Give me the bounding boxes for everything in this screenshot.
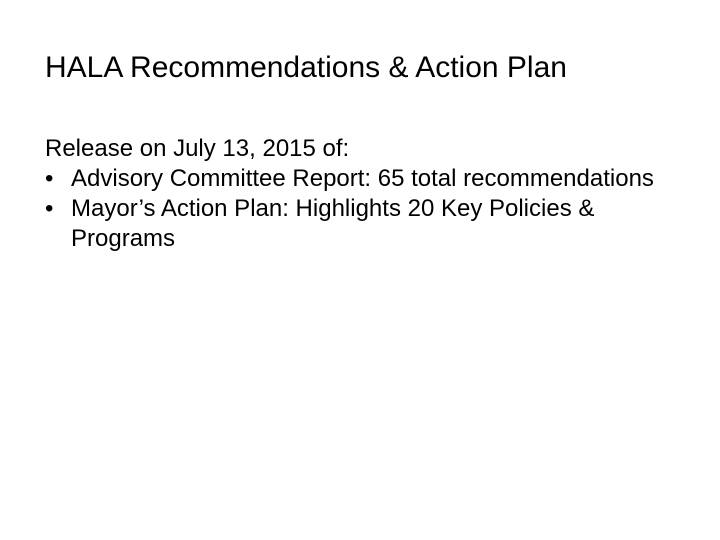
bullet-icon: • <box>45 165 54 192</box>
bullet-icon: • <box>45 195 54 222</box>
bullet-text: Advisory Committee Report: 65 total recommendations <box>71 165 654 192</box>
list-item <box>45 194 685 254</box>
bullet-text: Mayor’s Action Plan: Highlights 20 Key Policies & Programs <box>71 195 595 252</box>
slide-body <box>45 134 685 254</box>
bullet-list <box>45 164 685 254</box>
slide-title: HALA Recommendations & Action Plan <box>45 51 567 84</box>
list-item <box>45 164 685 194</box>
intro-text: Release on July 13, 2015 of: <box>45 135 350 162</box>
